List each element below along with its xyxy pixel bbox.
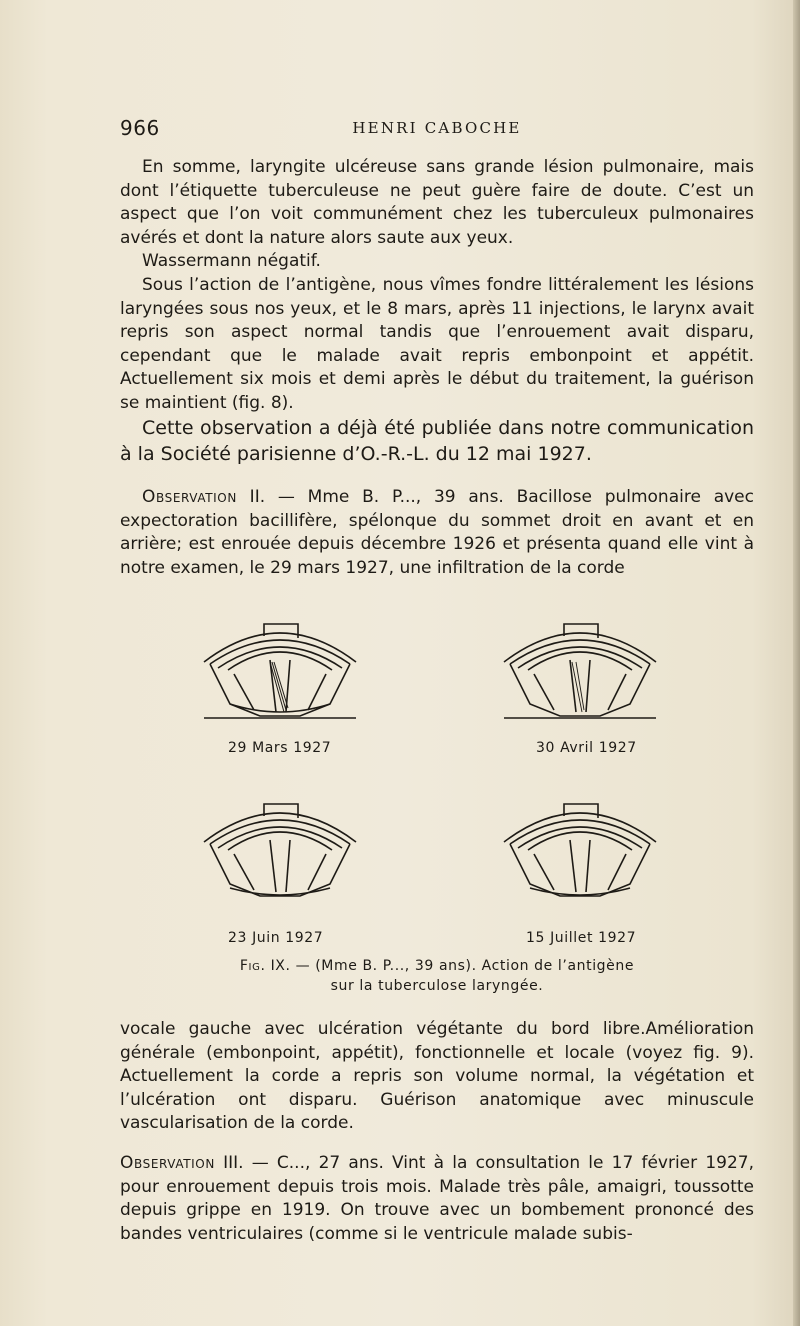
caption-fig-label: Fig. bbox=[239, 958, 266, 974]
caption-line-1-text: IX. — (Mme B. P..., 39 ans). Action de l’antigène bbox=[265, 958, 635, 974]
paragraph-1 bbox=[120, 156, 754, 250]
caption-line-2: sur la tuberculose laryngée. bbox=[330, 978, 544, 994]
paragraph-3 bbox=[120, 274, 754, 416]
caption-line-1 bbox=[120, 956, 754, 976]
figure-label-2: 30 Avril 1927 bbox=[536, 740, 637, 756]
paragraph-4 bbox=[120, 416, 754, 467]
figure-label-1: 29 Mars 1927 bbox=[228, 740, 332, 756]
paragraph-4-text: Cette observation a déjà été publiée dans notre communication à la Société parisienne d’O.-R.-L. du 12 mai 1927. bbox=[120, 417, 754, 465]
paragraph-5 bbox=[120, 1018, 754, 1136]
larynx-drawing-4 bbox=[500, 792, 700, 902]
observation-3-label: Observation bbox=[120, 1153, 215, 1173]
paragraph-5-text: vocale gauche avec ulcération végétante du bord libre.Amélioration générale (embonpoint, appétit), fonctionnelle et locale (voyez fig. 9). Actuellement la corde a repris son volume normal, la végétation et l’ulcération ont disparu. Guérison anatomique avec minuscule vascularisation de la corde. bbox=[120, 1019, 754, 1134]
observation-2-text: II. — Mme B. P..., 39 ans. Bacillose pulmonaire avec expectoration bacillifère, spélonque du sommet droit en avant et en arrière; est enrouée depuis décembre 1926 et présenta quand elle vint à notre examen, le 29 mars 1927, une infiltration de la corde bbox=[120, 487, 754, 578]
larynx-sketch-icon bbox=[500, 792, 660, 902]
figure-caption bbox=[120, 956, 754, 996]
paragraph-2-text: Wassermann négatif. bbox=[142, 251, 321, 271]
figure-ix bbox=[150, 600, 730, 1010]
figure-label-4: 15 Juillet 1927 bbox=[526, 930, 637, 946]
page-edge bbox=[793, 0, 800, 1326]
paragraph-3-text: Sous l’action de l’antigène, nous vîmes fondre littéralement les lésions laryngées sous nos yeux, et le 8 mars, après 11 injections, le larynx avait repris son aspect normal tandis que l’enrouement avait disparu, cependant que le malade avait repris embonpoint et appétit. Actuellement six mois et demi après le début du traitement, la guérison se maintient (fig. 8). bbox=[120, 275, 754, 413]
larynx-drawing-1 bbox=[200, 612, 400, 722]
larynx-sketch-icon bbox=[500, 612, 660, 722]
larynx-drawing-3 bbox=[200, 792, 400, 902]
paragraph-2 bbox=[120, 250, 754, 274]
figure-label-3: 23 Juin 1927 bbox=[228, 930, 324, 946]
page-header bbox=[120, 116, 754, 144]
observation-3 bbox=[120, 1152, 754, 1246]
larynx-sketch-icon bbox=[200, 612, 360, 722]
page-number: 966 bbox=[120, 116, 160, 140]
running-head: HENRI CABOCHE bbox=[352, 119, 522, 137]
paragraph-1-text: En somme, laryngite ulcéreuse sans grande lésion pulmonaire, mais dont l’étiquette tuberculeuse ne peut guère faire de doute. C’est un aspect que l’on voit communément chez les tuberculeux pulmonaires avérés et dont la nature alors saute aux yeux. bbox=[120, 157, 754, 248]
larynx-sketch-icon bbox=[200, 792, 360, 902]
larynx-drawing-2 bbox=[500, 612, 700, 722]
observation-2-label: Observation bbox=[142, 487, 237, 507]
observation-2 bbox=[120, 486, 754, 580]
observation-3-text: III. — C..., 27 ans. Vint à la consultation le 17 février 1927, pour enrouement depuis trois mois. Malade très pâle, amaigri, toussotte depuis grippe en 1919. On trouve avec un bombement prononcé des bandes ventriculaires (comme si le ventricule malade subis- bbox=[120, 1153, 754, 1244]
